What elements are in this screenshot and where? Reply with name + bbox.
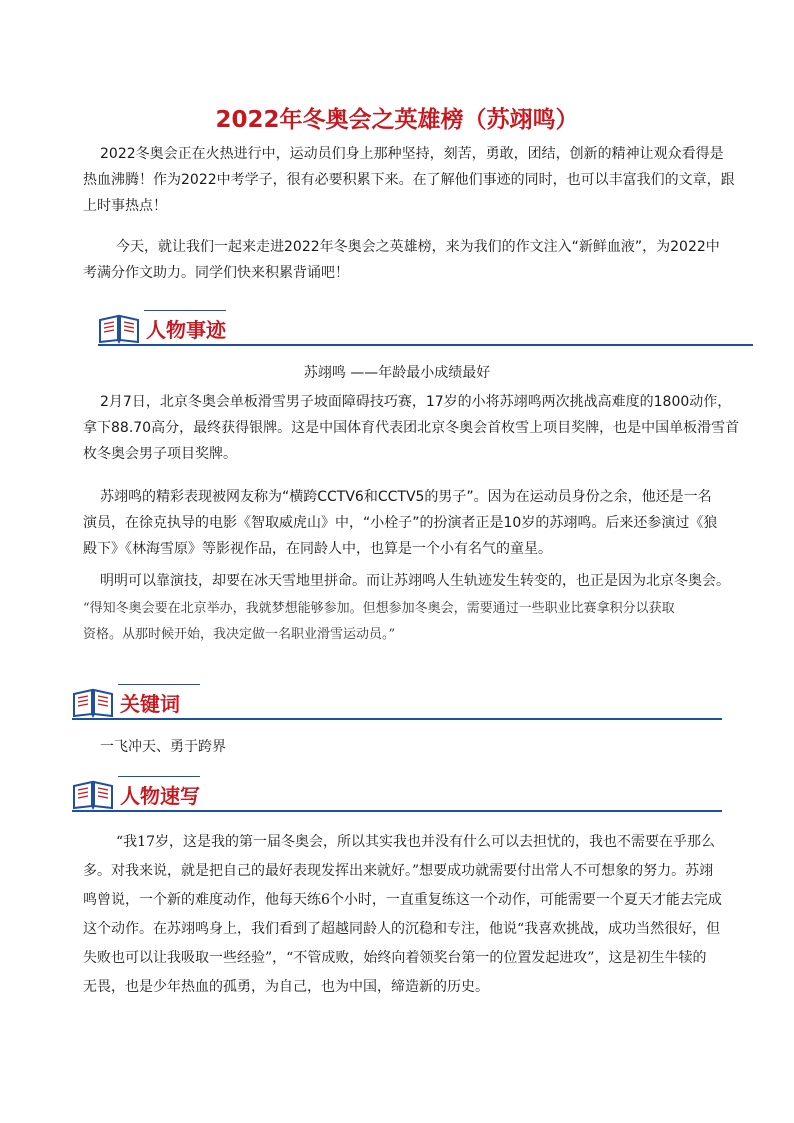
text-line: 上时事热点！ [83, 198, 167, 214]
section-heading: 关键词 [120, 692, 180, 716]
text-line: 殿下》《林海雪原》等影视作品，在同龄人中，也算是一个小有名气的童星。 [83, 541, 552, 557]
intro-paragraph-1 [83, 141, 735, 219]
text-line: 明明可以靠演技，却要在冰天雪地里拼命。而让苏翊鸣人生轨迹发生转变的，也正是因为北京冬奥会。 [100, 573, 730, 589]
text-line: 2月7日，北京冬奥会单板滑雪男子坡面障碍技巧赛，17岁的小将苏翊鸣两次挑战高难度的1800动作， [100, 394, 732, 410]
section-rule [72, 810, 722, 812]
section-header-keywords [72, 680, 722, 720]
text-line: 资格。从那时候开始，我决定做一名职业滑雪运动员。” [83, 627, 396, 642]
section-rule-short [118, 684, 200, 685]
text-line: 失败也可以让我吸取一些经验”，“不管成败，始终向着领奖台第一的位置发起进攻”，这是初生牛犊的 [83, 950, 707, 966]
text-line: 热血沸腾！作为2022中考学子，很有必要积累下来。在了解他们事迹的同时，也可以丰富我们的文章，跟 [83, 172, 735, 188]
text-line: 考满分作文助力。同学们快来积累背诵吧！ [83, 265, 349, 281]
text-line: “我17岁，这是我的第一届冬奥会，所以其实我也并没有什么可以去担忧的，我也不需要在乎那么 [116, 834, 715, 850]
deeds-quote [83, 596, 703, 648]
text-line: 无畏，也是少年热血的孤勇，为自己，也为中国，缔造新的历史。 [83, 979, 489, 995]
text-line: 今天，就让我们一起来走进2022年冬奥会之英雄榜，来为我们的作文注入“新鲜血液”，为2022中 [116, 239, 720, 255]
keywords-text [100, 734, 720, 760]
text-line: 这个动作。在苏翊鸣身上，我们看到了超越同龄人的沉稳和专注，他说“我喜欢挑战，成功当然很好，但 [83, 921, 721, 937]
text-line: “得知冬奥会要在北京举办，我就梦想能够参加。但想参加冬奥会，需要通过一些职业比赛拿积分以获取 [83, 601, 675, 616]
section-rule [72, 718, 722, 720]
text-line: 多。对我来说，就是把自己的最好表现发挥出来就好。”想要成功就需要付出常人不可想象的努力。苏翊 [83, 863, 714, 879]
section-rule-short [144, 310, 226, 311]
text-line: 演员，在徐克执导的电影《智取威虎山》中，“小栓子”的扮演者正是10岁的苏翊鸣。后来还参演过《狼 [83, 515, 718, 531]
text-line: 一飞冲天、勇于跨界 [100, 739, 226, 755]
section-rule-short [118, 776, 200, 777]
text-line: 苏翊鸣的精彩表现被网友称为“横跨CCTV6和CCTV5的男子”。因为在运动员身份之余，他还是一名 [100, 489, 712, 505]
sketch-paragraph [83, 828, 722, 1002]
open-book-icon [72, 778, 114, 810]
section-heading: 人物速写 [120, 784, 200, 808]
section-heading: 人物事迹 [146, 318, 226, 342]
deeds-paragraph-3 [100, 568, 730, 594]
deeds-subtitle: 苏翊鸣 ——年龄最小成绩最好 [303, 365, 491, 381]
section-header-deeds [98, 306, 753, 346]
intro-paragraph-2 [83, 234, 720, 286]
section-rule [98, 344, 753, 346]
deeds-paragraph-1 [83, 389, 740, 467]
open-book-icon [72, 686, 114, 718]
section-header-sketch [72, 772, 722, 812]
open-book-icon [98, 312, 140, 344]
text-line: 鸣曾说，一个新的难度动作，他每天练6个小时，一直重复练这一个动作，可能需要一个夏天才能去完成 [83, 892, 722, 908]
page-title: 2022年冬奥会之英雄榜（苏翊鸣） [215, 107, 579, 133]
text-line: 拿下88.70高分，最终获得银牌。这是中国体育代表团北京冬奥会首枚雪上项目奖牌，也是中国单板滑雪首 [83, 420, 740, 436]
deeds-paragraph-2 [83, 484, 720, 562]
text-line: 2022冬奥会正在火热进行中，运动员们身上那种坚持，刻苦，勇敢，团结，创新的精神让观众看得是 [100, 146, 724, 162]
text-line: 枚冬奥会男子项目奖牌。 [83, 446, 237, 462]
